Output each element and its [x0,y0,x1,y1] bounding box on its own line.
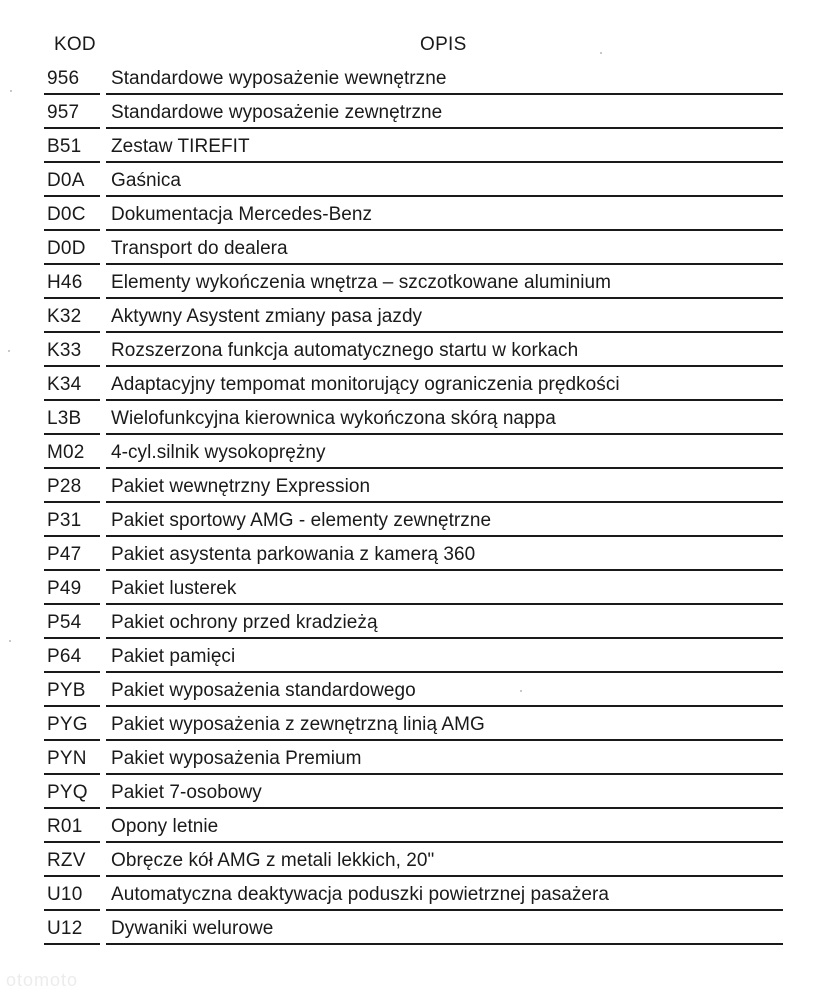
row-underline-description [106,603,783,605]
row-underline-code [44,773,100,775]
table-row [0,232,834,266]
row-underline-code [44,875,100,877]
row-underline-code [44,161,100,163]
equipment-description: Gaśnica [111,170,182,191]
equipment-description: Pakiet pamięci [111,646,236,667]
equipment-code: D0A [47,170,85,191]
table-row [0,708,834,742]
row-underline-code [44,909,100,911]
equipment-description: Pakiet wyposażenia standardowego [111,680,416,701]
table-row [0,130,834,164]
scan-speck [520,690,522,692]
equipment-code: PYB [47,680,86,701]
equipment-code: K32 [47,306,82,327]
equipment-code: H46 [47,272,83,293]
row-underline-description [106,943,783,945]
equipment-table [0,62,834,946]
equipment-description: Obręcze kół AMG z metali lekkich, 20" [111,850,435,871]
row-underline-description [106,229,783,231]
equipment-code: D0C [47,204,86,225]
equipment-code: P28 [47,476,82,497]
equipment-code: P64 [47,646,82,667]
row-underline-code [44,467,100,469]
row-underline-description [106,331,783,333]
equipment-description: Dokumentacja Mercedes-Benz [111,204,373,225]
row-underline-description [106,637,783,639]
equipment-description: Pakiet sportowy AMG - elementy zewnętrzne [111,510,492,531]
table-row [0,470,834,504]
equipment-description: Aktywny Asystent zmiany pasa jazdy [111,306,423,327]
row-underline-code [44,263,100,265]
row-underline-description [106,671,783,673]
table-row [0,674,834,708]
row-underline-description [106,263,783,265]
scan-speck [8,350,10,352]
equipment-description: Zestaw TIREFIT [111,136,250,157]
table-row [0,164,834,198]
equipment-description: Pakiet 7-osobowy [111,782,262,803]
table-row [0,606,834,640]
row-underline-description [106,909,783,911]
row-underline-code [44,671,100,673]
equipment-code: K33 [47,340,82,361]
table-row [0,368,834,402]
row-underline-description [106,569,783,571]
row-underline-description [106,739,783,741]
table-row [0,300,834,334]
row-underline-description [106,127,783,129]
equipment-code: RZV [47,850,86,871]
equipment-description: Elementy wykończenia wnętrza – szczotkowane aluminium [111,272,612,293]
table-row [0,844,834,878]
equipment-description: Rozszerzona funkcja automatycznego startu w korkach [111,340,579,361]
row-underline-code [44,195,100,197]
table-row [0,334,834,368]
row-underline-code [44,297,100,299]
row-underline-description [106,93,783,95]
equipment-description: Pakiet wyposażenia Premium [111,748,362,769]
row-underline-code [44,943,100,945]
row-underline-description [106,467,783,469]
equipment-description: Wielofunkcyjna kierownica wykończona skórą nappa [111,408,556,429]
row-underline-description [106,195,783,197]
row-underline-code [44,127,100,129]
equipment-description: Adaptacyjny tempomat monitorujący ograniczenia prędkości [111,374,620,395]
row-underline-code [44,535,100,537]
equipment-code: U10 [47,884,83,905]
table-row [0,640,834,674]
table-row [0,572,834,606]
row-underline-code [44,433,100,435]
equipment-description: Standardowe wyposażenie zewnętrzne [111,102,443,123]
row-underline-code [44,603,100,605]
row-underline-code [44,807,100,809]
table-row [0,776,834,810]
row-underline-description [106,433,783,435]
table-row [0,96,834,130]
watermark: otomoto [6,970,79,990]
scan-speck [10,90,12,92]
row-underline-description [106,807,783,809]
equipment-code: L3B [47,408,82,429]
equipment-code: 957 [47,102,80,123]
row-underline-description [106,705,783,707]
equipment-description: Automatyczna deaktywacja poduszki powietrznej pasażera [111,884,610,905]
equipment-code: U12 [47,918,83,939]
equipment-description: Transport do dealera [111,238,288,259]
row-underline-code [44,841,100,843]
row-underline-description [106,535,783,537]
equipment-description: Pakiet ochrony przed kradzieżą [111,612,378,633]
table-row [0,810,834,844]
equipment-code: B51 [47,136,82,157]
row-underline-code [44,365,100,367]
equipment-description: Pakiet asystenta parkowania z kamerą 360 [111,544,476,565]
equipment-description: Pakiet wyposażenia z zewnętrzną linią AMG [111,714,485,735]
equipment-code: P47 [47,544,82,565]
row-underline-code [44,229,100,231]
table-row [0,878,834,912]
table-row [0,436,834,470]
equipment-code: PYQ [47,782,88,803]
equipment-code: R01 [47,816,83,837]
row-underline-description [106,161,783,163]
equipment-code: P54 [47,612,82,633]
equipment-code: P31 [47,510,82,531]
equipment-description: Pakiet lusterek [111,578,237,599]
table-row [0,912,834,946]
table-row [0,62,834,96]
row-underline-code [44,399,100,401]
table-row [0,538,834,572]
row-underline-description [106,297,783,299]
row-underline-description [106,841,783,843]
row-underline-description [106,501,783,503]
equipment-code: PYG [47,714,88,735]
row-underline-code [44,501,100,503]
table-row [0,742,834,776]
equipment-description: Standardowe wyposażenie wewnętrzne [111,68,447,89]
row-underline-code [44,93,100,95]
table-header [0,34,834,62]
scan-speck [9,640,11,642]
row-underline-description [106,773,783,775]
table-row [0,198,834,232]
row-underline-description [106,365,783,367]
equipment-code: P49 [47,578,82,599]
equipment-description: 4-cyl.silnik wysokoprężny [111,442,326,463]
row-underline-description [106,399,783,401]
equipment-description: Opony letnie [111,816,219,837]
equipment-code: K34 [47,374,82,395]
row-underline-code [44,705,100,707]
row-underline-code [44,569,100,571]
table-row [0,266,834,300]
equipment-description: Pakiet wewnętrzny Expression [111,476,371,497]
row-underline-code [44,739,100,741]
row-underline-code [44,331,100,333]
table-row [0,402,834,436]
table-row [0,504,834,538]
header-kod: KOD [54,34,96,55]
equipment-code: M02 [47,442,85,463]
equipment-code: 956 [47,68,80,89]
scan-speck [600,52,602,54]
row-underline-code [44,637,100,639]
equipment-description: Dywaniki welurowe [111,918,274,939]
equipment-code: D0D [47,238,86,259]
header-opis: OPIS [420,34,467,55]
row-underline-description [106,875,783,877]
equipment-code: PYN [47,748,87,769]
